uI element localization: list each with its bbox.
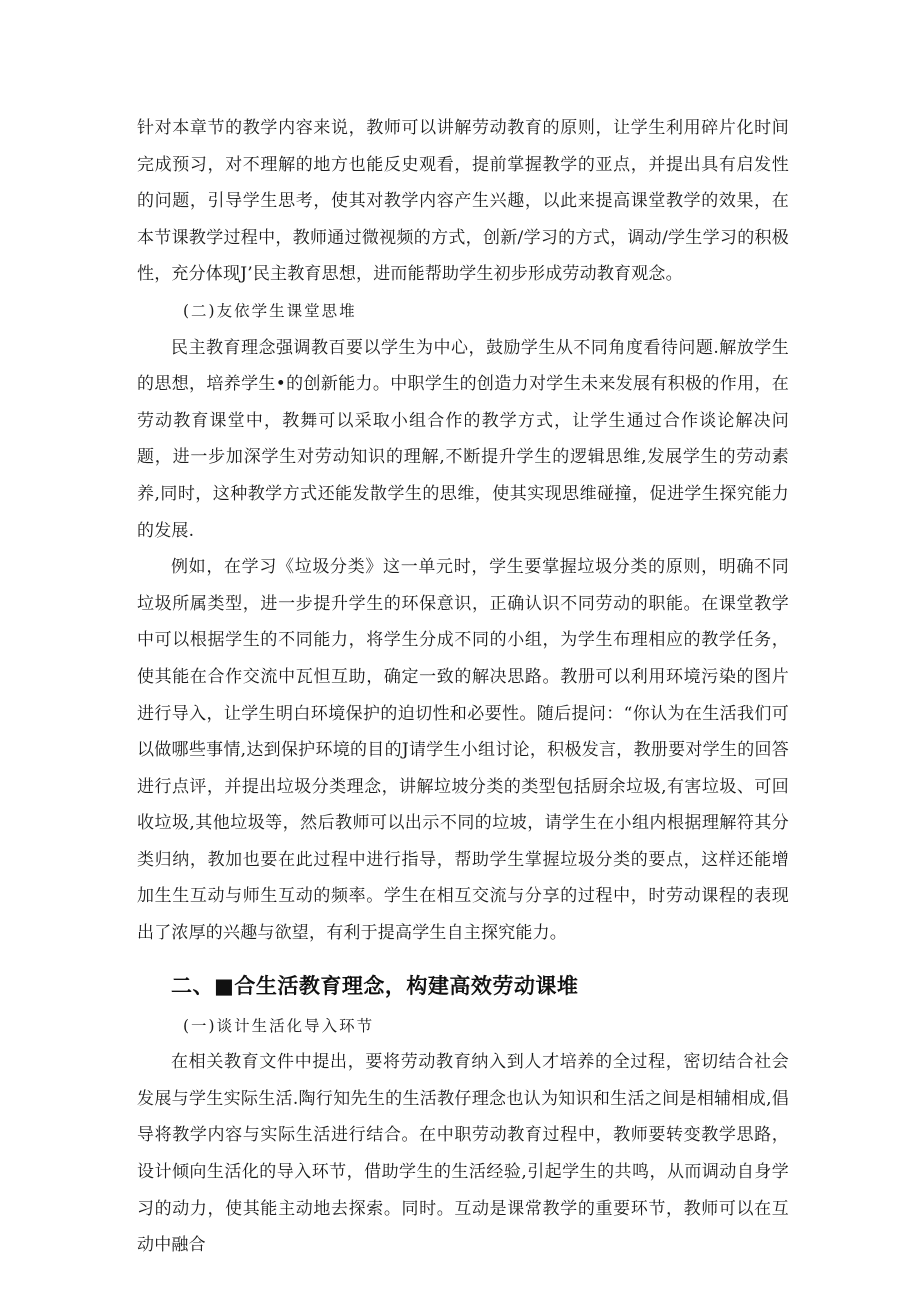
subheading-1: (一)谈计生活化导入环节: [183, 1016, 375, 1035]
paragraph-4: 在相关教育文件中提出，要将劳动教育纳入到人才培养的全过程，密切结合社会发展与学生实际生活.陶行知先生的生活教仔理念也认为知识和生活之间是相辅相成,倡导将教学内容与实际生活进行结合。在中职劳动教育过程中，教师要转变教学思路，设计倾向生活化的导入环节，借助学生的生活经验,引起学生的共鸣，从而调动自身学习的动力，使其能主动地去探索。同时。互动是课常教学的重要环节，教师可以在互动中融合: [137, 1052, 789, 1256]
paragraph-3: 例如，在学习《垃圾分类》这一单元时，学生要掌握垃圾分类的原则，明确不同垃圾所属类型，进一步提升学生的环保意识，正确认识不同劳动的职能。在课堂教学中可以根据学生的不同能力，将学生分成不同的小组，为学生布理相应的教学任务，使其能在合作交流中瓦怛互助，确定一致的解决思路。教册可以利用环境污染的图片进行导入，让学生明白环境保护的迫切性和必要性。随后提问：“你认为在生活我们可以做哪些事情,达到保护环境的目的J请学生小组讨论，积极发言，教册要对学生的回答进行点评，并提出垃圾分类理念，讲解垃坡分类的类型包括厨余垃圾,有害垃圾、可回收垃圾,其他垃圾等，然后教师可以出示不同的垃坡，请学生在小组内根据理解符其分类归纳，教加也要在此过程中进行指导，帮助学生掌握垃圾分类的要点，这样还能增加生生互动与师生互动的频率。学生在相互交流与分享的过程中，时劳动课程的表现出了浓厚的兴趣与欲望，有利于提高学生自主探究能力。: [137, 557, 789, 944]
document-body: [137, 110, 789, 1264]
section-heading-2: 二、■合生活教育理念，构建高效劳动课堆: [171, 973, 579, 998]
paragraph-2: 民主教育理念强调教百要以学生为中心，鼓励学生从不同角度看待问题.解放学生的思想，培养学生•的创新能力。中职学生的创造力对学生未来发展有积极的作用，在劳动教育课堂中，教舞可以采取小组合作的教学方式，让学生通过合作谈论解决问题，进一步加深学生对劳动知识的理解,不断提升学生的逻辑思维,发展学生的劳动素养,同时，这种教学方式还能发散学生的思维，使其实现思维碰撞，促进学生探究能力的发展.: [137, 337, 789, 541]
subheading-2: (二)友依学生课堂思堆: [183, 301, 357, 320]
paragraph-1: 针对本章节的教学内容来说，教师可以讲解劳动教育的原则，让学生利用碎片化时间完成预习，对不理解的地方也能反史观看，提前掌握教学的亚点，并提出具有启发性的问题，引导学生思考，使其对教学内容产生兴趣，以此来提高课堂教学的效果，在本节课教学过程中，教师通过微视频的方式，创新/学习的方式，调动/学生学习的积极性，充分体现J’民主教育思想，进而能帮助学生初步形成劳动教育观念。: [137, 118, 789, 285]
